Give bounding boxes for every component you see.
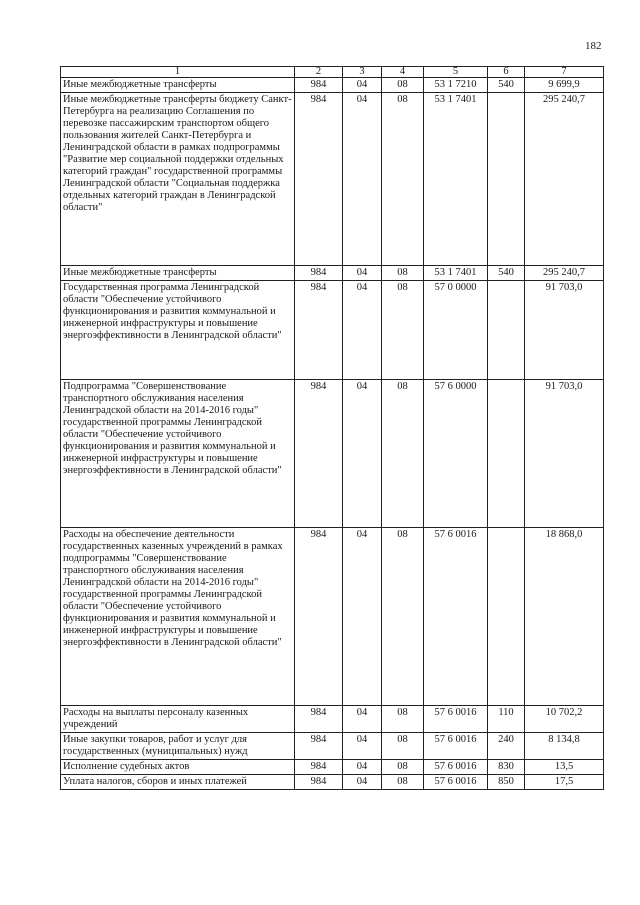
section-code: 04: [343, 775, 382, 790]
ministry-code: 984: [295, 78, 343, 93]
ministry-code: 984: [295, 528, 343, 706]
header-cell: 6: [488, 67, 525, 78]
subsection-code: 08: [382, 733, 424, 760]
amount: 13,5: [525, 760, 604, 775]
row-description: Иные межбюджетные трансферты бюджету Санкт-Петербурга на реализацию Соглашения по перевозке пассажирским транспортом общего пользования жителей Санкт-Петербурга и Ленинградской области в рамках подпрограммы "Развитие мер социальной поддержки отдельных категорий граждан" государственной программы Ленинградской области "Социальная поддержка отдельных категорий граждан в Ленинградской области": [61, 93, 295, 266]
expense-type-code: 540: [488, 78, 525, 93]
expense-type-code: 110: [488, 706, 525, 733]
amount: 91 703,0: [525, 380, 604, 528]
row-description: Иные межбюджетные трансферты: [61, 78, 295, 93]
header-row: [61, 67, 604, 78]
ministry-code: 984: [295, 380, 343, 528]
row-description: Государственная программа Ленинградской области "Обеспечение устойчивого функционирования и развития коммунальной и инженерной инфраструктуры и повышение энергоэффективности в Ленинградской области": [61, 281, 295, 380]
header-cell: 3: [343, 67, 382, 78]
amount: 18 868,0: [525, 528, 604, 706]
target-article-code: 57 6 0016: [424, 733, 488, 760]
subsection-code: 08: [382, 266, 424, 281]
ministry-code: 984: [295, 281, 343, 380]
amount: 91 703,0: [525, 281, 604, 380]
target-article-code: 53 1 7401: [424, 266, 488, 281]
header-cell: 5: [424, 67, 488, 78]
target-article-code: 57 6 0016: [424, 775, 488, 790]
section-code: 04: [343, 528, 382, 706]
expense-type-code: 240: [488, 733, 525, 760]
section-code: 04: [343, 380, 382, 528]
table-row: [61, 281, 604, 380]
page-number: 182: [585, 40, 602, 52]
target-article-code: 57 0 0000: [424, 281, 488, 380]
header-cell: 4: [382, 67, 424, 78]
table-row: [61, 733, 604, 760]
table-row: [61, 93, 604, 266]
table-row: [61, 706, 604, 733]
amount: 9 699,9: [525, 78, 604, 93]
expense-type-code: 850: [488, 775, 525, 790]
section-code: 04: [343, 733, 382, 760]
target-article-code: 57 6 0000: [424, 380, 488, 528]
ministry-code: 984: [295, 733, 343, 760]
ministry-code: 984: [295, 706, 343, 733]
amount: 295 240,7: [525, 93, 604, 266]
row-description: Иные закупки товаров, работ и услуг для государственных (муниципальных) нужд: [61, 733, 295, 760]
subsection-code: 08: [382, 93, 424, 266]
expense-type-code: [488, 281, 525, 380]
section-code: 04: [343, 93, 382, 266]
expense-type-code: [488, 528, 525, 706]
subsection-code: 08: [382, 760, 424, 775]
table-row: [61, 760, 604, 775]
target-article-code: 53 1 7401: [424, 93, 488, 266]
expense-type-code: [488, 93, 525, 266]
subsection-code: 08: [382, 380, 424, 528]
header-cell: 7: [525, 67, 604, 78]
ministry-code: 984: [295, 266, 343, 281]
subsection-code: 08: [382, 528, 424, 706]
row-description: Подпрограмма "Совершенствование транспортного обслуживания населения Ленинградской области на 2014-2016 годы" государственной программы Ленинградской области "Обеспечение устойчивого функционирования и развития коммунальной и инженерной инфраструктуры и повышение энергоэффективности в Ленинградской области": [61, 380, 295, 528]
section-code: 04: [343, 760, 382, 775]
amount: 295 240,7: [525, 266, 604, 281]
section-code: 04: [343, 281, 382, 380]
section-code: 04: [343, 266, 382, 281]
section-code: 04: [343, 78, 382, 93]
row-description: Исполнение судебных актов: [61, 760, 295, 775]
amount: 17,5: [525, 775, 604, 790]
header-cell: 2: [295, 67, 343, 78]
row-description: Расходы на обеспечение деятельности государственных казенных учреждений в рамках подпрограммы "Совершенствование транспортного обслуживания населения Ленинградской области на 2014-2016 годы" государственной программы Ленинградской области "Обеспечение устойчивого функционирования и развития коммунальной и инженерной инфраструктуры и повышение энергоэффективности в Ленинградской области": [61, 528, 295, 706]
expense-type-code: [488, 380, 525, 528]
target-article-code: 53 1 7210: [424, 78, 488, 93]
table-row: [61, 78, 604, 93]
target-article-code: 57 6 0016: [424, 706, 488, 733]
target-article-code: 57 6 0016: [424, 760, 488, 775]
subsection-code: 08: [382, 775, 424, 790]
table-row: [61, 380, 604, 528]
subsection-code: 08: [382, 281, 424, 380]
amount: 8 134,8: [525, 733, 604, 760]
subsection-code: 08: [382, 706, 424, 733]
table-row: [61, 266, 604, 281]
expense-type-code: 830: [488, 760, 525, 775]
header-cell: 1: [61, 67, 295, 78]
row-description: Иные межбюджетные трансферты: [61, 266, 295, 281]
expense-type-code: 540: [488, 266, 525, 281]
row-description: Расходы на выплаты персоналу казенных учреждений: [61, 706, 295, 733]
row-description: Уплата налогов, сборов и иных платежей: [61, 775, 295, 790]
table-row: [61, 775, 604, 790]
target-article-code: 57 6 0016: [424, 528, 488, 706]
section-code: 04: [343, 706, 382, 733]
amount: 10 702,2: [525, 706, 604, 733]
budget-table: [60, 66, 604, 790]
ministry-code: 984: [295, 93, 343, 266]
ministry-code: 984: [295, 775, 343, 790]
subsection-code: 08: [382, 78, 424, 93]
table-row: [61, 528, 604, 706]
ministry-code: 984: [295, 760, 343, 775]
